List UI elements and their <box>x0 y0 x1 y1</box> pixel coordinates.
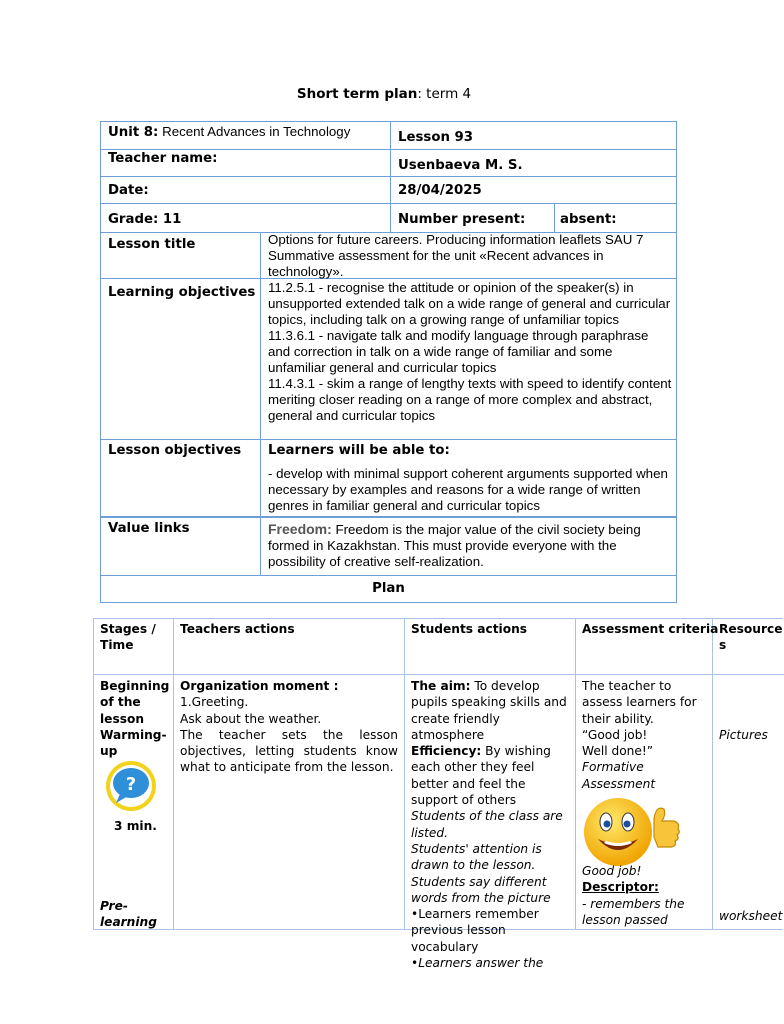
header-students: Students actions <box>411 622 528 636</box>
lesson-objectives-head: Learners will be able to: <box>268 443 450 458</box>
header-teachers: Teachers actions <box>180 622 295 636</box>
resource-pictures: Pictures <box>719 728 768 742</box>
lesson-plan-table <box>100 121 677 603</box>
learning-objectives-list: 11.2.5.1 - recognise the attitude or opinion of the speaker(s) in unsupported extended talk on a wide range of general and curricular topics, including talk on a growing range of unfamiliar topics 11.3.6.1 - navigate talk and modify language through paraphrase and correction in talk on a wide range of familiar and some unfamiliar general and curricular topics 11.4.3.1 - skim a range of lengthy texts with speed to identify content meriting closer reading on a range of more complex and abstract, general and curricular topics <box>268 280 672 423</box>
plan-heading: Plan <box>372 581 405 596</box>
learning-objectives-label: Learning objectives <box>108 285 256 300</box>
grade: Grade: 11 <box>108 212 182 227</box>
value-links-text: Freedom: Freedom is the major value of the civil society being formed in Kazakhstan. This must provide everyone with the possibility of creative self-realization. <box>268 521 641 569</box>
teacher-name-value: Usenbaeva M. S. <box>398 158 523 173</box>
question-bubble-icon <box>104 761 158 813</box>
teacher-actions: Organization moment : 1.Greeting. Ask about the weather. The teacher sets the lesson objectives, letting students know what to anticipate from the lesson. <box>180 679 398 775</box>
students-actions: The aim: To develop pupils speaking skills and create friendly atmosphere Efficiency: By wishing each other they feel better and feel the support of others Students of the class are listed. Students' attention is drawn to the lesson. Students say different words from the picture •Learners remember previous lesson vocabulary •Learners answer the <box>411 679 567 971</box>
header-resources: Resources <box>719 622 783 653</box>
assessment-criteria: The teacher to assess learners for their ability. “Good job! Well done!” Formative Assessment <box>582 679 697 791</box>
stage-time: 3 min. <box>114 819 157 833</box>
assessment-feedback: Good job! Descriptor: - remembers the lesson passed <box>582 864 685 927</box>
number-present: Number present: <box>398 212 526 227</box>
lesson-objectives-label: Lesson objectives <box>108 443 242 458</box>
lesson-title-value: Options for future careers. Producing information leaflets SAU 7 Summative assessment for the unit «Recent advances in technology». <box>268 232 644 279</box>
smiley-thumbs-up-icon <box>582 797 692 867</box>
lesson-objectives-text: - develop with minimal support coherent arguments supported when necessary by examples and reasons for a wide range of written genres in familiar general and curricular topics <box>268 466 668 513</box>
value-links-label: Value links <box>108 521 190 536</box>
lesson-title-label: Lesson title <box>108 237 196 252</box>
header-assessment: Assessment criteria <box>582 622 719 636</box>
stages-table <box>93 618 783 971</box>
date-label: Date: <box>108 183 149 198</box>
unit-cell: Unit 8: Recent Advances in Technology <box>108 124 351 140</box>
absent: absent: <box>560 212 617 227</box>
resource-worksheet: worksheet <box>719 909 783 923</box>
header-stages: Stages / Time <box>100 622 156 653</box>
stage-name: Beginning of the lesson Warming-up <box>100 679 170 759</box>
svg-text:?: ? <box>125 774 137 795</box>
teacher-name-label: Teacher name: <box>108 151 218 166</box>
stage-next: Pre-learning <box>100 899 157 930</box>
date-value: 28/04/2025 <box>398 183 482 198</box>
lesson-number: Lesson 93 <box>398 130 474 145</box>
page-title: Short term plan: term 4 <box>296 86 472 102</box>
